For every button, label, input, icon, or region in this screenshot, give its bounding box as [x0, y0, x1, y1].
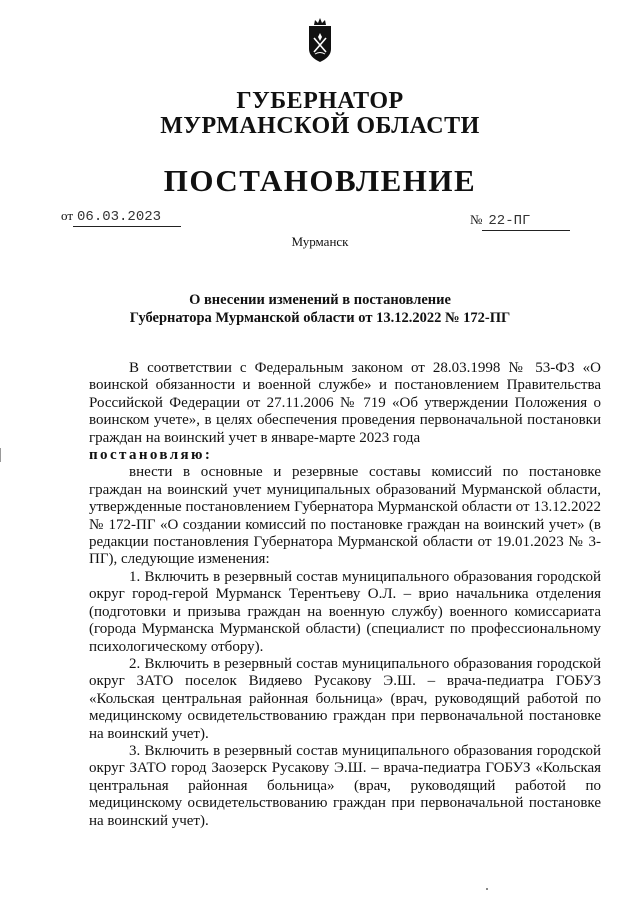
date-prefix: от — [61, 208, 74, 223]
intro-paragraph: внести в основные и резервные составы комиссий по постановке граждан на воинский учет муниципальных образований Мурманской области, утвержденные постановлением Губернатора Мурманской области от 13.12.2022 № 172-ПГ «О создании комиссий по постановке граждан на воинский учет» (в редакции постановления Губернатора Мурманской области от 19.01.2023 № 3-ПГ), следующие изменения: — [89, 464, 601, 568]
document-title — [0, 291, 640, 327]
decree-paragraph — [89, 447, 601, 464]
title-line-2: Губернатора Мурманской области от 13.12.2022 № 172-ПГ — [129, 310, 511, 326]
document-type-heading: ПОСТАНОВЛЕНИЕ — [163, 163, 477, 198]
margin-mark — [0, 448, 1, 462]
preamble-paragraph: В соответствии с Федеральным законом от 28.03.1998 № 53-ФЗ «О воинской обязанности и военной службе» и постановлением Правительства Российской Федерации от 27.11.2006 № 719 «Об утверждении Положения о воинском учете», в целях обеспечения проведения первоначальной постановки граждан на воинский учет в январе-марте 2023 года — [89, 360, 601, 446]
date-line — [61, 207, 181, 227]
number-line — [470, 211, 570, 231]
title-line-1: О внесении изменений в постановление — [189, 292, 451, 308]
scan-dot — [486, 888, 488, 890]
authority-line-1: ГУБЕРНАТОР — [236, 88, 404, 114]
item-3-paragraph: 3. Включить в резервный состав муниципального образования городской округ ЗАТО город Заозерск Русакову Э.Ш. – врача-педиатра ГОБУЗ «Кольская центральная районная больница» (врач, руководящий работой по медицинскому освидетельствованию граждан при первоначальной постановке на воинский учет). — [89, 742, 601, 829]
number-prefix: № — [470, 212, 483, 227]
city-name: Мурманск — [291, 234, 349, 249]
coat-of-arms-icon — [304, 16, 336, 64]
date-value: 06.03.2023 — [73, 208, 181, 227]
document-body — [89, 360, 601, 830]
number-value: 22-ПГ — [482, 212, 570, 231]
item-1-paragraph: 1. Включить в резервный состав муниципального образования городской округ город-герой Мурманск Терентьеву О.Л. – врио начальника отделения (подготовки и призыва граждан на военную службу) военного комиссариата (города Мурманска Мурманской области) (специалист по профессиональному психологическому отбору). — [89, 568, 601, 655]
authority-line-2: МУРМАНСКОЙ ОБЛАСТИ — [160, 113, 480, 139]
item-2-paragraph: 2. Включить в резервный состав муниципального образования городской округ ЗАТО поселок Видяево Русакову Э.Ш. – врача-педиатра ГОБУЗ «Кольская центральная районная больница» (врач, руководящий работой по медицинскому освидетельствованию граждан при первоначальной постановке на воинский учет). — [89, 655, 601, 742]
decree-word: постановляю: — [89, 447, 213, 464]
